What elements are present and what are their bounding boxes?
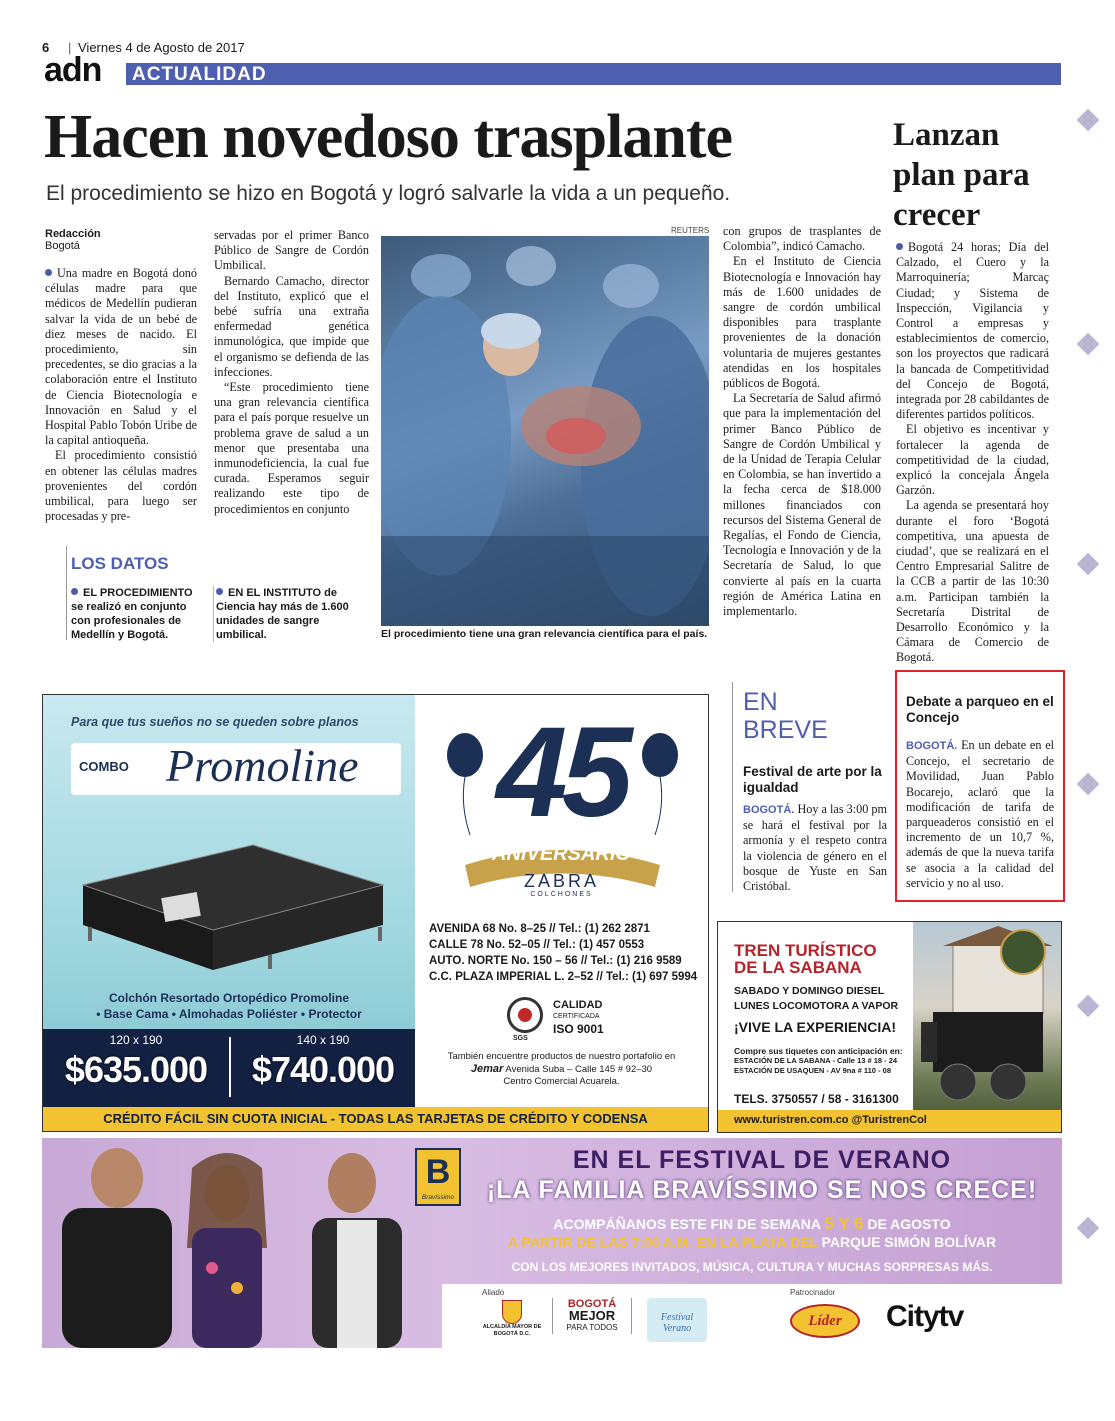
main-headline: Hacen novedoso trasplante bbox=[44, 103, 732, 171]
bravissimo-logo bbox=[415, 1148, 461, 1206]
lider-name: Líder bbox=[808, 1313, 842, 1329]
mattress-illustration bbox=[43, 795, 415, 995]
datos-text: se realizó en conjunto con profesionales de Medellín y Bogotá. bbox=[71, 601, 187, 641]
side-article-body bbox=[896, 240, 1049, 666]
promoline-brand: Promoline bbox=[166, 740, 359, 791]
bravissimo-title: EN EL FESTIVAL DE VERANO bbox=[572, 1146, 952, 1174]
en-breve-item-title: Festival de arte por la igualdad bbox=[743, 764, 882, 795]
promoline-label bbox=[71, 740, 401, 795]
store-addresses bbox=[429, 921, 704, 985]
place-line-text: A PARTIR DE LAS 7:00 A.M. EN LA PLAYA DEL bbox=[507, 1234, 822, 1250]
paragraph-text: Bogotá 24 horas; Día del Calzado, el Cuero y la Marroquinería; Marcaç Ciudad; y Sistema de Inspección, Vigilancia y Control a empresas y establecimientos de comercio, son los proyectos que radicará la bancada de Competitividad del Concejo de Bogotá, integrada por 28 cabildantes de diferentes partidos políticos. bbox=[896, 240, 1049, 422]
place-line-park: PARQUE SIMÓN BOLÍVAR bbox=[821, 1234, 997, 1250]
datos-text: de Ciencia hay más de 1.600 unidades de sangre umbilical. bbox=[216, 587, 349, 641]
paragraph: El objetivo es incentivar y fortalecer la agenda de competitividad de la ciudad, explicó la concejala Ángela Garzón. bbox=[896, 422, 1049, 498]
alcaldia-name: ALCALDÍA MAYOR DE BOGOTÁ D.C. bbox=[482, 1324, 542, 1337]
debate-title: Debate a parqueo en el Concejo bbox=[906, 694, 1054, 725]
margin-ornament bbox=[1077, 773, 1100, 796]
tren-cta: ¡VIVE LA EXPERIENCIA! bbox=[734, 1019, 897, 1035]
datos-item bbox=[213, 586, 353, 642]
byline bbox=[45, 228, 101, 252]
page-number: 6 bbox=[42, 40, 50, 55]
margin-ornament bbox=[1077, 109, 1100, 132]
bullet-icon bbox=[216, 588, 223, 595]
citytv-logo: Citytv bbox=[886, 1300, 964, 1333]
festival-name: Festival Verano bbox=[660, 1312, 694, 1334]
datos-item bbox=[71, 586, 203, 642]
address-line: C.C. PLAZA IMPERIAL L. 2–52 // Tel.: (1) 697 5994 bbox=[429, 971, 698, 983]
bullet-icon bbox=[71, 588, 78, 595]
los-datos-title: LOS DATOS bbox=[71, 554, 169, 573]
tren-web-band bbox=[718, 1110, 1062, 1132]
price-band bbox=[43, 1029, 415, 1107]
portfolio-note bbox=[415, 1051, 708, 1088]
paragraph: El procedimiento consistió en obtener las células madres provenientes del cordón umbilical, para luego ser procesadas y pre- bbox=[45, 448, 197, 524]
alcaldia-logo bbox=[482, 1300, 542, 1344]
bogota-word: BOGOTÁ bbox=[567, 1298, 617, 1310]
surgeons-illustration bbox=[381, 236, 709, 626]
zabra-anniversary bbox=[415, 695, 708, 1107]
article-column-2 bbox=[214, 228, 369, 517]
tren-line: LUNES LOCOMOTORA A VAPOR bbox=[734, 1000, 899, 1012]
zabra-footer: CRÉDITO FÁCIL SIN CUOTA INICIAL - TODAS LAS TARJETAS DE CRÉDITO Y CODENSA bbox=[43, 1107, 708, 1131]
en-breve-line1: EN bbox=[743, 688, 778, 716]
bravissimo-place-line bbox=[452, 1234, 1052, 1250]
en-breve-box bbox=[732, 682, 887, 892]
debate-body: En un debate en el Concejo, el secretario de Movilidad, Juan Pablo Bocarejo, aclaró que la modificación de tarifa de parqueaderos consistió en el incremento de un 10,7 %, además de que la nueva tarifa se asocia a la calidad del servicio y no al uso. bbox=[906, 738, 1054, 890]
article-column-1 bbox=[45, 266, 197, 524]
debate-place: BOGOTÁ. bbox=[906, 740, 958, 752]
sgs-label: SGS bbox=[513, 1035, 528, 1042]
tren-buy: Compre sus tiquetes con anticipación en: bbox=[734, 1046, 903, 1056]
anniversary-word: ANIVERSARIO bbox=[492, 843, 631, 865]
date-line-month: DE AGOSTO bbox=[863, 1216, 951, 1232]
zabra-brand: ZABRA bbox=[523, 871, 599, 891]
surgery-photo bbox=[381, 236, 709, 626]
jemar-brand: Jemar bbox=[470, 1063, 504, 1075]
zabra-ad bbox=[42, 694, 709, 1132]
patrocinador-label: Patrocinador bbox=[790, 1288, 836, 1297]
paragraph bbox=[45, 266, 197, 448]
photo-credit: REUTERS bbox=[671, 226, 710, 235]
bullet-icon bbox=[45, 269, 52, 276]
paragraph-text: Una madre en Bogotá donó células madre para que médicos de Medellín pudieran salvar la vida de un bebé de diez meses de nacido. El procedimiento, sin precedentes, se dio gracias a la colaboración entre el Instituto de Ciencia Biotecnología e Innovación en Salud y el Hospital Pablo Tobón Uribe de la capital antioqueña. bbox=[45, 266, 197, 448]
los-datos-box bbox=[66, 546, 366, 640]
side-headline: Lanzan plan para crecer bbox=[893, 117, 1030, 233]
bravissimo-date-line bbox=[452, 1214, 1052, 1234]
size-2: 140 x 190 bbox=[296, 1033, 350, 1047]
datos-lead: EL PROCEDIMIENTO bbox=[83, 587, 193, 599]
address-line: AUTO. NORTE No. 150 – 56 // Tel.: (1) 216 9589 bbox=[429, 955, 682, 967]
en-breve-title bbox=[743, 688, 828, 744]
paragraph: “Este procedimiento tiene una gran relevancia científica para el país porque resuelve un problema grave de salud a un menor que presentaba una inmunodeficiencia, la cual fue curada. Esperamos seguir realizando este tipo de procedimientos en conjunto bbox=[214, 380, 369, 516]
anniversary-number: 45 bbox=[496, 701, 627, 844]
festival-logo bbox=[647, 1298, 707, 1342]
tren-schedule bbox=[734, 984, 898, 1014]
margin-ornament bbox=[1077, 333, 1100, 356]
sponsors-band bbox=[442, 1284, 1062, 1348]
tren-web[interactable]: www.turistren.com.co @TuristrenCol bbox=[734, 1114, 927, 1126]
sgs-seal-mark bbox=[518, 1008, 532, 1022]
en-breve-place: BOGOTÁ. bbox=[743, 804, 795, 816]
address-line: AVENIDA 68 No. 8–25 // Tel.: (1) 262 2871 bbox=[429, 923, 650, 935]
bravissimo-extra-line: CON LOS MEJORES INVITADOS, MÚSICA, CULTURA Y MUCHAS SORPRESAS MÁS. bbox=[511, 1260, 993, 1274]
paragraph: La Secretaría de Salud afirmó que para la implementación del primer Banco Público de Sangre de Cordón Umbilical y de la Unidad de Terapia Celular en Colombia, se han invertido a la fecha cerca de $18.000 millones financiados con recursos del Sistema General de Regalías, el Fondo de Ciencia, Tecnología e Innovación y de la Secretaría de Salud, lo que convierte al país en la cuarta región de América Latina en implementarlo. bbox=[723, 391, 881, 619]
product-extras: • Base Cama • Almohadas Poliéster • Protector bbox=[96, 1007, 362, 1021]
article-column-3 bbox=[723, 224, 881, 619]
shield-icon bbox=[502, 1300, 522, 1324]
margin-ornament bbox=[1077, 1217, 1100, 1240]
bravissimo-ad bbox=[42, 1138, 1062, 1348]
tren-title-2: DE LA SABANA bbox=[734, 958, 862, 977]
bravissimo-logo-word: Bravíssimo bbox=[421, 1194, 455, 1201]
portfolio-line: También encuentre productos de nuestro portafolio en bbox=[447, 1051, 676, 1062]
paragraph: Bernardo Camacho, director del Instituto, explicó que el bebé sufría una extraña enfermedad genética inmunológica, que impide que el organismo se defienda de las infecciones. bbox=[214, 273, 369, 379]
issue-date: Viernes 4 de Agosto de 2017 bbox=[78, 40, 245, 55]
promoline-panel bbox=[43, 695, 415, 1107]
price-2: $740.000 bbox=[251, 1049, 395, 1090]
promoline-slogan: Para que tus sueños no se queden sobre planos bbox=[71, 715, 359, 729]
main-subheadline: El procedimiento se hizo en Bogotá y logró salvarle la vida a un pequeño. bbox=[46, 182, 731, 205]
date-line-text: ACOMPÁÑANOS ESTE FIN DE SEMANA bbox=[553, 1216, 825, 1232]
quality-label: CALIDAD bbox=[553, 999, 603, 1011]
tren-stations bbox=[734, 1046, 903, 1076]
paragraph: servadas por el primer Banco Público de Sangre de Cordón Umbilical. bbox=[214, 228, 369, 273]
lider-logo bbox=[790, 1304, 860, 1338]
portfolio-line bbox=[415, 1063, 708, 1076]
presenters-photo bbox=[42, 1138, 462, 1348]
sgs-seal-icon bbox=[507, 997, 543, 1033]
debate-text bbox=[906, 738, 1054, 891]
locomotive-illustration bbox=[913, 922, 1062, 1133]
section-name: ACTUALIDAD bbox=[132, 64, 267, 85]
tren-photo bbox=[913, 922, 1062, 1133]
portfolio-line: Centro Comercial Acuarela. bbox=[503, 1076, 620, 1087]
margin-ornament bbox=[1077, 995, 1100, 1018]
tren-line: SABADO Y DOMINGO DIESEL bbox=[734, 985, 885, 997]
price-1: $635.000 bbox=[64, 1049, 208, 1090]
section-banner bbox=[126, 63, 1061, 85]
para-todos-word: PARA TODOS bbox=[566, 1323, 618, 1332]
zabra-sub: COLCHONES bbox=[530, 891, 593, 898]
tren-station: ESTACIÓN DE LA SABANA - Calle 13 # 18 - 24 bbox=[734, 1056, 898, 1065]
byline-location: Bogotá bbox=[45, 240, 80, 252]
mejor-word: MEJOR bbox=[568, 1308, 616, 1323]
separator: | bbox=[68, 40, 72, 55]
en-breve-line2: BREVE bbox=[743, 716, 828, 744]
product-name: Colchón Resortado Ortopédico Promoline bbox=[108, 991, 350, 1005]
tren-station: ESTACIÓN DE USAQUEN - AV 9na # 110 - 08 bbox=[734, 1066, 891, 1075]
combo-label: COMBO bbox=[79, 759, 129, 774]
margin-ornament bbox=[1077, 553, 1100, 576]
quality-cert bbox=[553, 999, 604, 1035]
portfolio-address: Avenida Suba – Calle 145 # 92–30 bbox=[503, 1064, 653, 1075]
paragraph: La agenda se presentará hoy durante el foro ‘Bogotá competitiva, una apuesta de ciudad’, que se realizará en el Centro Empresarial Salitre de la CCB a partir de las 10:30 a.m. Participan también la Secretaría Distrital de Desarrollo Económico y la Cámara de Comercio de Bogotá. bbox=[896, 498, 1049, 665]
byline-author: Redacción bbox=[45, 228, 101, 240]
tren-title bbox=[734, 942, 877, 976]
tren-phones: TELS. 3750557 / 58 - 3161300 bbox=[734, 1092, 899, 1106]
tren-title-1: TREN TURÍSTICO bbox=[734, 941, 877, 960]
datos-lead: EN EL INSTITUTO bbox=[228, 587, 322, 599]
en-breve-item-text bbox=[743, 802, 887, 894]
tren-turistico-ad bbox=[717, 921, 1062, 1133]
page-header bbox=[42, 38, 1062, 88]
paragraph: con grupos de trasplantes de Colombia”, indicó Camacho. bbox=[723, 224, 881, 254]
paragraph: En el Instituto de Ciencia Biotecnología e Innovación hay más de 1.600 unidades de sangre de cordón umbilical disponibles para trasplante provenientes de la donación voluntaria de mujeres gestantes atendidas en los hospitales públicos de Bogotá. bbox=[723, 254, 881, 391]
photo-caption: El procedimiento tiene una gran relevancia científica para el país. bbox=[381, 628, 708, 640]
quality-sub: CERTIFICADA bbox=[553, 1013, 600, 1020]
address-line: CALLE 78 No. 52–05 // Tel.: (1) 457 0553 bbox=[429, 939, 645, 951]
adn-logo: adn bbox=[44, 51, 102, 89]
bravissimo-logo-letter: B bbox=[425, 1153, 451, 1191]
aliado-label: Aliado bbox=[482, 1288, 505, 1297]
bullet-icon bbox=[896, 243, 903, 250]
quality-iso: ISO 9001 bbox=[553, 1022, 604, 1036]
date-line-days: 5 Y 6 bbox=[824, 1214, 864, 1233]
debate-box bbox=[895, 670, 1065, 902]
en-breve-body: Hoy a las 3:00 pm se hará el festival por la armonía y el respeto contra la violencia de género en el bosque de Yuste en San Cristóbal. bbox=[743, 802, 887, 894]
size-1: 120 x 190 bbox=[109, 1033, 163, 1047]
bogota-mejor-logo bbox=[552, 1298, 632, 1334]
bravissimo-subtitle: ¡LA FAMILIA BRAVÍSSIMO SE NOS CRECE! bbox=[486, 1176, 1038, 1204]
paragraph bbox=[896, 240, 1049, 422]
